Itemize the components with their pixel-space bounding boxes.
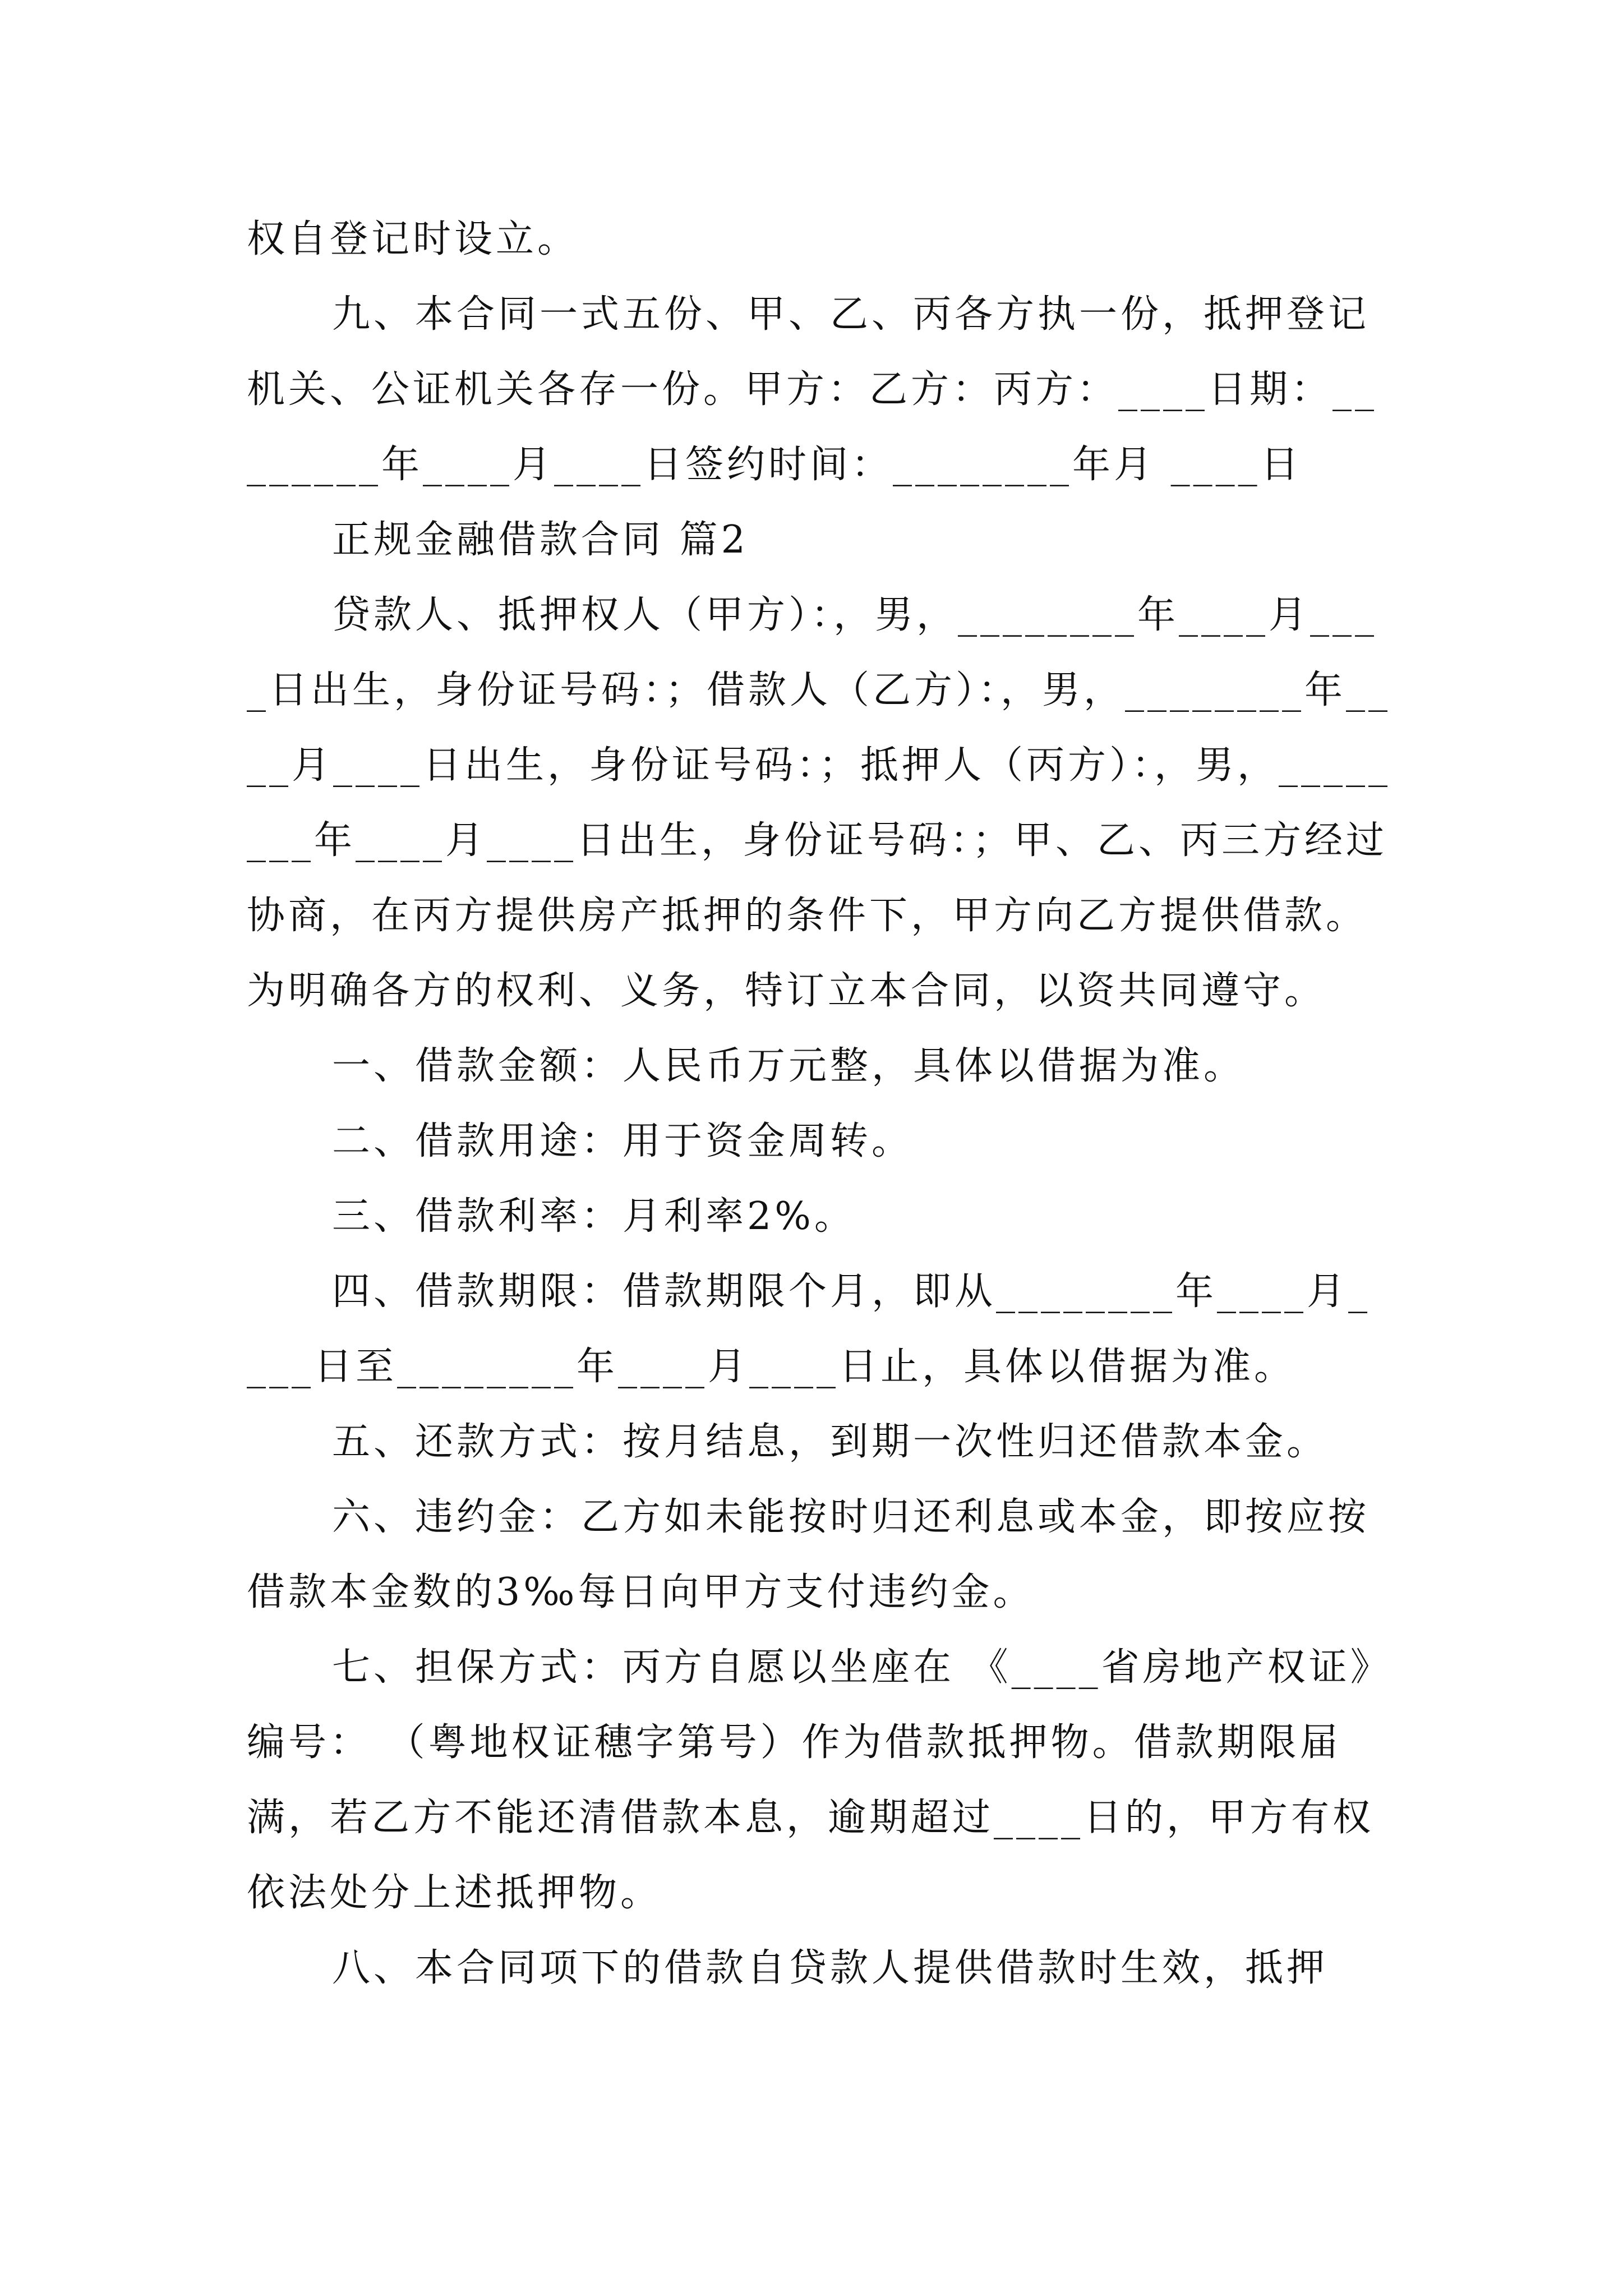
section-title: 正规金融借款合同 篇2 bbox=[332, 518, 749, 562]
clause-7-guarantee: 七、担保方式：丙方自愿以坐座在 《____省房地产权证》编号： （粤地权证穗字第号）作为借款抵押物。借款期限届满，若乙方不能还清借款本息，逾期超过____日的，甲方有权依法处分上述抵押物。 bbox=[247, 1645, 1375, 1915]
paragraph-continuation: 权自登记时设立。 bbox=[247, 217, 579, 261]
clause-8-effect: 八、本合同项下的借款自贷款人提供借款时生效，抵押 bbox=[332, 1946, 1329, 1990]
parties-paragraph: 贷款人、抵押权人（甲方）：，男，________年____月____日出生，身份证号码：；借款人（乙方）：，男，________年____月____日出生，身份证号码：；抵押人（丙方）：，男，________年____月____日出生，身份证号码：；甲、乙、丙三方经过协商，在丙方提供房产抵押的条件下，甲方向乙方提供借款。为明确各方的权利、义务，特订立本合同，以资共同遵守。 bbox=[247, 593, 1391, 1013]
clause-5-repayment: 五、还款方式：按月结息，到期一次性归还借款本金。 bbox=[332, 1420, 1329, 1464]
clause-1-amount: 一、借款金额：人民币万元整，具体以借据为准。 bbox=[332, 1044, 1246, 1088]
document-body bbox=[247, 202, 1391, 2006]
clause-3-rate: 三、借款利率：月利率2%。 bbox=[332, 1194, 856, 1239]
clause-2-purpose: 二、借款用途：用于资金周转。 bbox=[332, 1119, 914, 1163]
clause-4-term: 四、借款期限：借款期限个月，即从________年____月____日至________年____月____日止，具体以借据为准。 bbox=[247, 1269, 1371, 1389]
clause-9: 九、本合同一式五份、甲、乙、丙各方执一份，抵押登记机关、公证机关各存一份。甲方：乙方：丙方：____日期：________年____月____日签约时间：________年月 ____日 bbox=[247, 292, 1378, 487]
clause-6-penalty: 六、违约金：乙方如未能按时归还利息或本金，即按应按借款本金数的3‰每日向甲方支付违约金。 bbox=[247, 1495, 1370, 1614]
